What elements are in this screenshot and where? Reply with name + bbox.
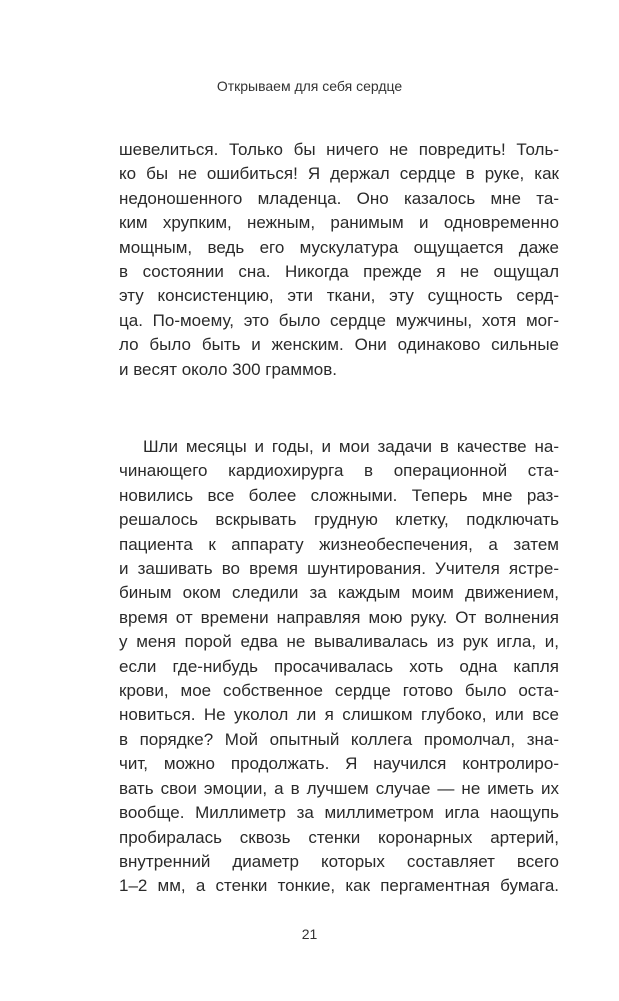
text-line: ко бы не ошибиться! Я держал сердце в руке, как xyxy=(119,164,559,184)
text-line: ким хрупким, нежным, ранимым и одновременно xyxy=(119,213,559,233)
text-line: новиться. Не уколол ли я слишком глубоко, или все xyxy=(119,705,559,725)
page-number: 21 xyxy=(301,926,318,942)
text-line: биным оком следили за каждым моим движением, xyxy=(119,583,559,603)
text-line: и зашивать во время шунтирования. Учителя ястре- xyxy=(119,559,559,579)
text-line: Шли месяцы и годы, и мои задачи в качестве на- xyxy=(143,437,559,456)
paragraph-2 xyxy=(119,435,559,899)
text-line: ло было быть и женским. Они одинаково сильные xyxy=(119,335,559,355)
text-line: внутренний диаметр которых составляет всего xyxy=(119,851,559,871)
text-line: вообще. Миллиметр за миллиметром игла наощупь xyxy=(119,803,559,823)
text-line: время от времени направляя мою руку. От волнения xyxy=(119,607,559,627)
text-line: в состоянии сна. Никогда прежде я не ощущал xyxy=(119,262,559,282)
text-line: 1–2 мм, а стенки тонкие, как пергаментная бумага. xyxy=(119,876,559,896)
text-line: и весят около 300 граммов. xyxy=(119,359,337,379)
text-line: чинающего кардиохирурга в операционной ста- xyxy=(119,461,559,481)
text-line: решалось вскрывать грудную клетку, подключать xyxy=(119,510,559,530)
text-line: пациента к аппарату жизнеобеспечения, а затем xyxy=(119,534,559,554)
text-line: крови, мое собственное сердце готово было оста- xyxy=(119,681,559,701)
text-line: ца. По-моему, это было сердце мужчины, хотя мог- xyxy=(119,310,559,330)
text-line: шевелиться. Только бы ничего не повредить! Толь- xyxy=(119,140,559,159)
text-line: у меня порой едва не вываливалась из рук игла, и, xyxy=(119,632,559,652)
text-line: в порядке? Мой опытный коллега промолчал, зна- xyxy=(119,729,559,749)
text-line: вать свои эмоции, а в лучшем случае — не иметь их xyxy=(119,778,559,798)
running-header: Открываем для себя сердце xyxy=(216,78,403,94)
text-line: пробиралась сквозь стенки коронарных артерий, xyxy=(119,827,559,847)
text-line: мощным, ведь его мускулатура ощущается даже xyxy=(119,237,559,257)
paragraph-1 xyxy=(119,138,559,382)
text-line: эту консистенцию, эти ткани, эту сущность серд- xyxy=(119,286,559,306)
text-line: чит, можно продолжать. Я научился контролиро- xyxy=(119,754,559,774)
text-line: новились все более сложными. Теперь мне раз- xyxy=(119,485,559,505)
text-line: недоношенного младенца. Оно казалось мне та- xyxy=(119,188,559,208)
text-line: если где-нибудь просачивалась хоть одна капля xyxy=(119,656,559,676)
